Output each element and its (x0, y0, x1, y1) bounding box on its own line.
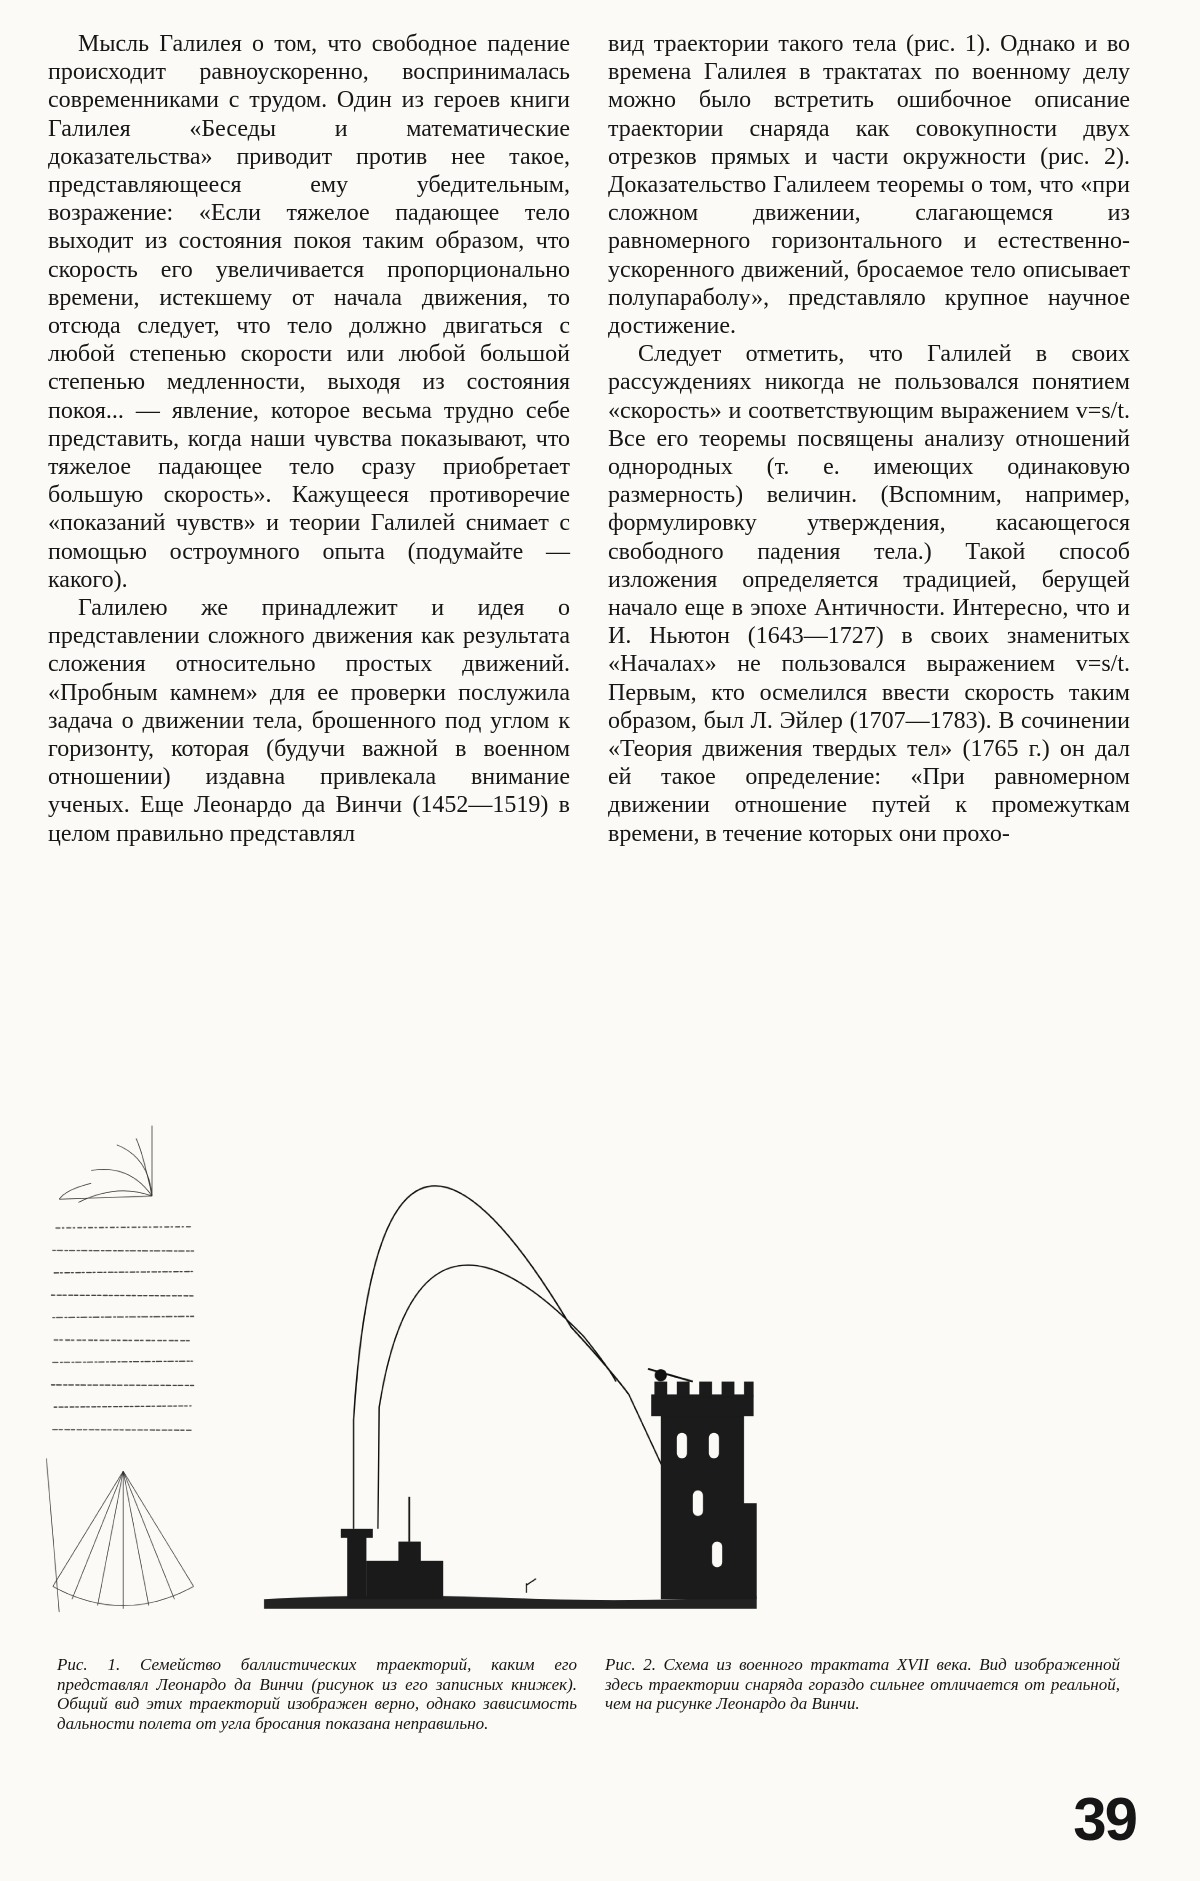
paragraph: вид траектории такого тела (рис. 1). Однако и во времена Галилея в трактатах по военному делу можно было встретить ошибочное описание траектории снаряда как совокупности двух отрезков прямых и части окружности (рис. 2). Доказательство Галилеем теоремы о том, что «при сложном движении, слагающемся из равномерного горизонтального и естественно-ускоренного движений, бросаемое тело описывает полупараболу», представляло крупное научное достижение. (608, 31, 1130, 340)
figure-1-leonardo-sketch (40, 1100, 219, 1638)
text-column-left (48, 30, 570, 848)
paragraph: Следует отметить, что Галилей в своих рассуждениях никогда не пользовался понятием «скорость» и соответствующим выражением v=s/t. Все его теоремы посвящены анализу отношений однородных (т. е. имеющих одинаковую размерность) величин. (Вспомним, например, формулировку утверждения, касающегося свободного падения тела.) Такой способ изложения определяется традицией, берущей начало еще в эпохе Античности. Интересно, что и И. Ньютон (1643—1727) в своих знаменитых «Началах» не пользовался выражением v=s/t. Первым, кто осмелился ввести скорость таким образом, был Л. Эйлер (1707—1783). В сочинении «Теория движения твердых тел» (1765 г.) он дал ей такое определение: «При равномерном движении отношение путей к промежуткам времени, в течение которых они прохо- (608, 341, 1130, 847)
figure-2-caption: Рис. 2. Схема из военного трактата XVII века. Вид изображенной здесь траектории снаряда гораздо сильнее отличается от реальной, чем на рисунке Леонардо да Винчи. (605, 1655, 1120, 1713)
paragraph: Галилею же принадлежит и идея о представлении сложного движения как результата сложения относительно простых движений. «Пробным камнем» для ее проверки послужила задача о движении тела, брошенного под углом к горизонту, которая (будучи важной в военном отношении) издавна привлекала внимание ученых. Еще Леонардо да Винчи (1452—1519) в целом правильно представлял (48, 595, 570, 847)
figure-1-caption: Рис. 1. Семейство баллистических траекторий, каким его представлял Леонардо да Винчи (рисунок из его записных книжек). Общий вид этих траекторий изображен верно, однако зависимость дальности полета от угла бросания показана неправильно. (57, 1655, 577, 1733)
figure-2-military-scheme (251, 1100, 757, 1638)
page-number: 39 (1073, 1786, 1136, 1853)
paragraph: Мысль Галилея о том, что свободное падение происходит равноускоренно, воспринималась современниками с трудом. Один из героев книги Галилея «Беседы и математические доказательства» приводит против нее такое, представляющееся ему убедительным, возражение: «Если тяжелое падающее тело выходит из состояния покоя таким образом, что скорость его увеличивается пропорционально времени, истекшему от начала движения, то отсюда следует, что тело должно двигаться с любой степенью скорости или любой большой степенью медленности, выходя из состояния покоя... — явление, которое весьма трудно себе представить, когда наши чувства показывают, что тяжелое падающее тело сразу приобретает большую скорость». Кажущееся противоречие «показаний чувств» и теории Галилей снимает с помощью остроумного опыта (подумайте — какого). (48, 31, 570, 593)
figures-area (40, 1100, 757, 1446)
text-column-right (608, 30, 1130, 848)
